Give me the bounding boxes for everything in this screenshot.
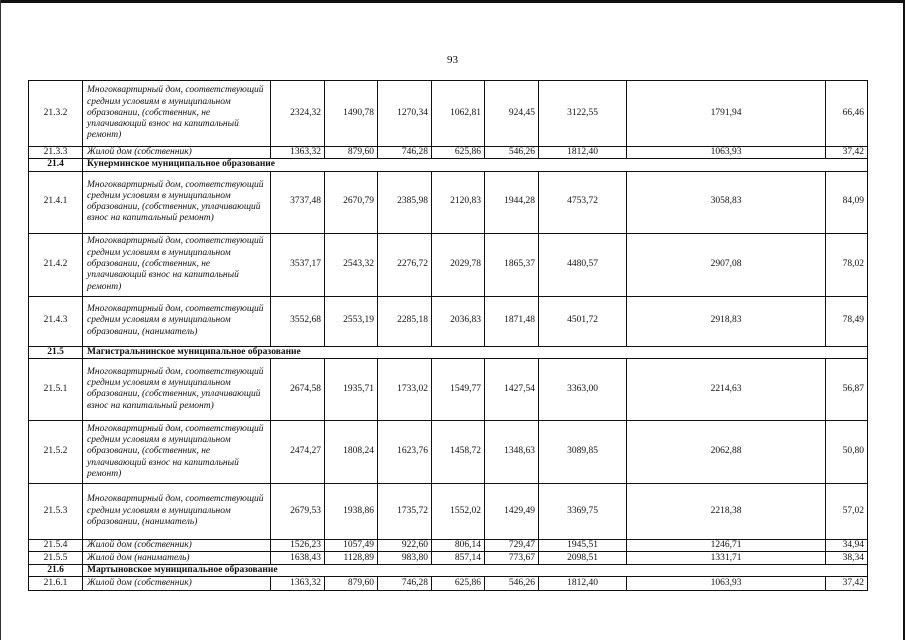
table-row — [29, 552, 868, 565]
row-description: Жилой дом (собственник) — [83, 539, 271, 551]
row-code: 21.4.1 — [29, 171, 83, 233]
value-cell: 1791,94 — [627, 81, 826, 147]
value-cell: 1623,76 — [378, 420, 432, 483]
value-cell: 38,34 — [826, 552, 868, 565]
table-row — [29, 539, 868, 551]
value-cell: 546,26 — [485, 577, 539, 591]
section-code: 21.5 — [29, 346, 83, 358]
row-description: Жилой дом (собственник) — [83, 147, 271, 159]
table-row — [29, 420, 868, 483]
scan-border-left — [0, 0, 1, 640]
value-cell: 1458,72 — [432, 420, 485, 483]
value-cell: 50,80 — [826, 420, 868, 483]
row-code: 21.5.5 — [29, 552, 83, 565]
row-description: Многоквартирный дом, соответствующий средним условиям в муниципальном образовании, (собственник, не уплачивающий взнос на капитальный ремонт) — [83, 233, 271, 296]
value-cell: 729,47 — [485, 539, 539, 551]
row-code: 21.5.2 — [29, 420, 83, 483]
row-description: Жилой дом (наниматель) — [83, 552, 271, 565]
value-cell: 1865,37 — [485, 233, 539, 296]
value-cell: 37,42 — [826, 577, 868, 591]
value-cell: 1429,49 — [485, 483, 539, 539]
value-cell: 746,28 — [378, 147, 432, 159]
value-cell: 806,14 — [432, 539, 485, 551]
row-description: Многоквартирный дом, соответствующий средним условиям в муниципальном образовании, (собственник, не уплачивающий взнос на капитальный ремонт) — [83, 81, 271, 147]
value-cell: 1270,34 — [378, 81, 432, 147]
value-cell: 1128,89 — [325, 552, 378, 565]
value-cell: 625,86 — [432, 147, 485, 159]
value-cell: 1944,28 — [485, 171, 539, 233]
value-cell: 4501,72 — [539, 296, 627, 346]
value-cell: 2285,18 — [378, 296, 432, 346]
section-row — [29, 565, 868, 577]
value-cell: 1526,23 — [271, 539, 325, 551]
value-cell: 1246,71 — [627, 539, 826, 551]
section-code: 21.6 — [29, 565, 83, 577]
value-cell: 924,45 — [485, 81, 539, 147]
value-cell: 1490,78 — [325, 81, 378, 147]
value-cell: 3122,55 — [539, 81, 627, 147]
row-description: Многоквартирный дом, соответствующий средним условиям в муниципальном образовании, (наниматель) — [83, 483, 271, 539]
value-cell: 625,86 — [432, 577, 485, 591]
value-cell: 3537,17 — [271, 233, 325, 296]
table-row — [29, 483, 868, 539]
row-code: 21.3.3 — [29, 147, 83, 159]
value-cell: 3058,83 — [627, 171, 826, 233]
value-cell: 2385,98 — [378, 171, 432, 233]
value-cell: 34,94 — [826, 539, 868, 551]
value-cell: 2062,88 — [627, 420, 826, 483]
table-row — [29, 147, 868, 159]
value-cell: 773,67 — [485, 552, 539, 565]
table-body — [29, 81, 868, 591]
value-cell: 56,87 — [826, 358, 868, 420]
value-cell: 3737,48 — [271, 171, 325, 233]
value-cell: 2907,08 — [627, 233, 826, 296]
value-cell: 1063,93 — [627, 147, 826, 159]
value-cell: 37,42 — [826, 147, 868, 159]
section-row — [29, 159, 868, 171]
value-cell: 4480,57 — [539, 233, 627, 296]
value-cell: 2036,83 — [432, 296, 485, 346]
row-code: 21.3.2 — [29, 81, 83, 147]
value-cell: 1363,32 — [271, 147, 325, 159]
value-cell: 2120,83 — [432, 171, 485, 233]
row-code: 21.5.4 — [29, 539, 83, 551]
row-description: Жилой дом (собственник) — [83, 577, 271, 591]
row-code: 21.6.1 — [29, 577, 83, 591]
value-cell: 1063,93 — [627, 577, 826, 591]
section-code: 21.4 — [29, 159, 83, 171]
row-description: Многоквартирный дом, соответствующий средним условиям в муниципальном образовании, (собственник, уплачивающий взнос на капитальный ремонт) — [83, 171, 271, 233]
value-cell: 922,60 — [378, 539, 432, 551]
value-cell: 4753,72 — [539, 171, 627, 233]
table-row — [29, 81, 868, 147]
value-cell: 1057,49 — [325, 539, 378, 551]
value-cell: 1733,02 — [378, 358, 432, 420]
value-cell: 2474,27 — [271, 420, 325, 483]
value-cell: 1938,86 — [325, 483, 378, 539]
value-cell: 3552,68 — [271, 296, 325, 346]
value-cell: 1735,72 — [378, 483, 432, 539]
value-cell: 857,14 — [432, 552, 485, 565]
scan-border-top — [0, 0, 905, 3]
section-row — [29, 346, 868, 358]
value-cell: 1638,43 — [271, 552, 325, 565]
table-row — [29, 233, 868, 296]
value-cell: 2276,72 — [378, 233, 432, 296]
table-row — [29, 577, 868, 591]
value-cell: 66,46 — [826, 81, 868, 147]
value-cell: 879,60 — [325, 147, 378, 159]
value-cell: 983,80 — [378, 552, 432, 565]
row-code: 21.5.3 — [29, 483, 83, 539]
value-cell: 78,02 — [826, 233, 868, 296]
value-cell: 2098,51 — [539, 552, 627, 565]
value-cell: 2029,78 — [432, 233, 485, 296]
page-number: 93 — [447, 54, 458, 66]
value-cell: 1363,32 — [271, 577, 325, 591]
value-cell: 1331,71 — [627, 552, 826, 565]
value-cell: 2679,53 — [271, 483, 325, 539]
value-cell: 2324,32 — [271, 81, 325, 147]
value-cell: 1427,54 — [485, 358, 539, 420]
table-row — [29, 296, 868, 346]
section-title: Кунерминское муниципальное образование — [83, 159, 868, 171]
section-title: Магистральнинское муниципальное образование — [83, 346, 868, 358]
value-cell: 1812,40 — [539, 147, 627, 159]
value-cell: 746,28 — [378, 577, 432, 591]
value-cell: 1552,02 — [432, 483, 485, 539]
value-cell: 2543,32 — [325, 233, 378, 296]
table-row — [29, 358, 868, 420]
value-cell: 3089,85 — [539, 420, 627, 483]
row-description: Многоквартирный дом, соответствующий средним условиям в муниципальном образовании, (собственник, уплачивающий взнос на капитальный ремонт) — [83, 358, 271, 420]
value-cell: 57,02 — [826, 483, 868, 539]
value-cell: 1549,77 — [432, 358, 485, 420]
value-cell: 3369,75 — [539, 483, 627, 539]
value-cell: 1348,63 — [485, 420, 539, 483]
row-code: 21.4.3 — [29, 296, 83, 346]
value-cell: 879,60 — [325, 577, 378, 591]
value-cell: 78,49 — [826, 296, 868, 346]
value-cell: 2670,79 — [325, 171, 378, 233]
value-cell: 84,09 — [826, 171, 868, 233]
section-title: Мартыновское муниципальное образование — [83, 565, 868, 577]
value-cell: 2918,83 — [627, 296, 826, 346]
value-cell: 1808,24 — [325, 420, 378, 483]
value-cell: 1871,48 — [485, 296, 539, 346]
value-cell: 1945,51 — [539, 539, 627, 551]
value-cell: 546,26 — [485, 147, 539, 159]
value-cell: 2218,38 — [627, 483, 826, 539]
value-cell: 2553,19 — [325, 296, 378, 346]
value-cell: 2214,63 — [627, 358, 826, 420]
value-cell: 1062,81 — [432, 81, 485, 147]
row-code: 21.4.2 — [29, 233, 83, 296]
row-code: 21.5.1 — [29, 358, 83, 420]
tariff-table — [28, 80, 868, 591]
row-description: Многоквартирный дом, соответствующий средним условиям в муниципальном образовании, (наниматель) — [83, 296, 271, 346]
table-row — [29, 171, 868, 233]
value-cell: 1812,40 — [539, 577, 627, 591]
value-cell: 2674,58 — [271, 358, 325, 420]
value-cell: 1935,71 — [325, 358, 378, 420]
value-cell: 3363,00 — [539, 358, 627, 420]
row-description: Многоквартирный дом, соответствующий средним условиям в муниципальном образовании, (собственник, не уплачивающий взнос на капитальный ремонт) — [83, 420, 271, 483]
